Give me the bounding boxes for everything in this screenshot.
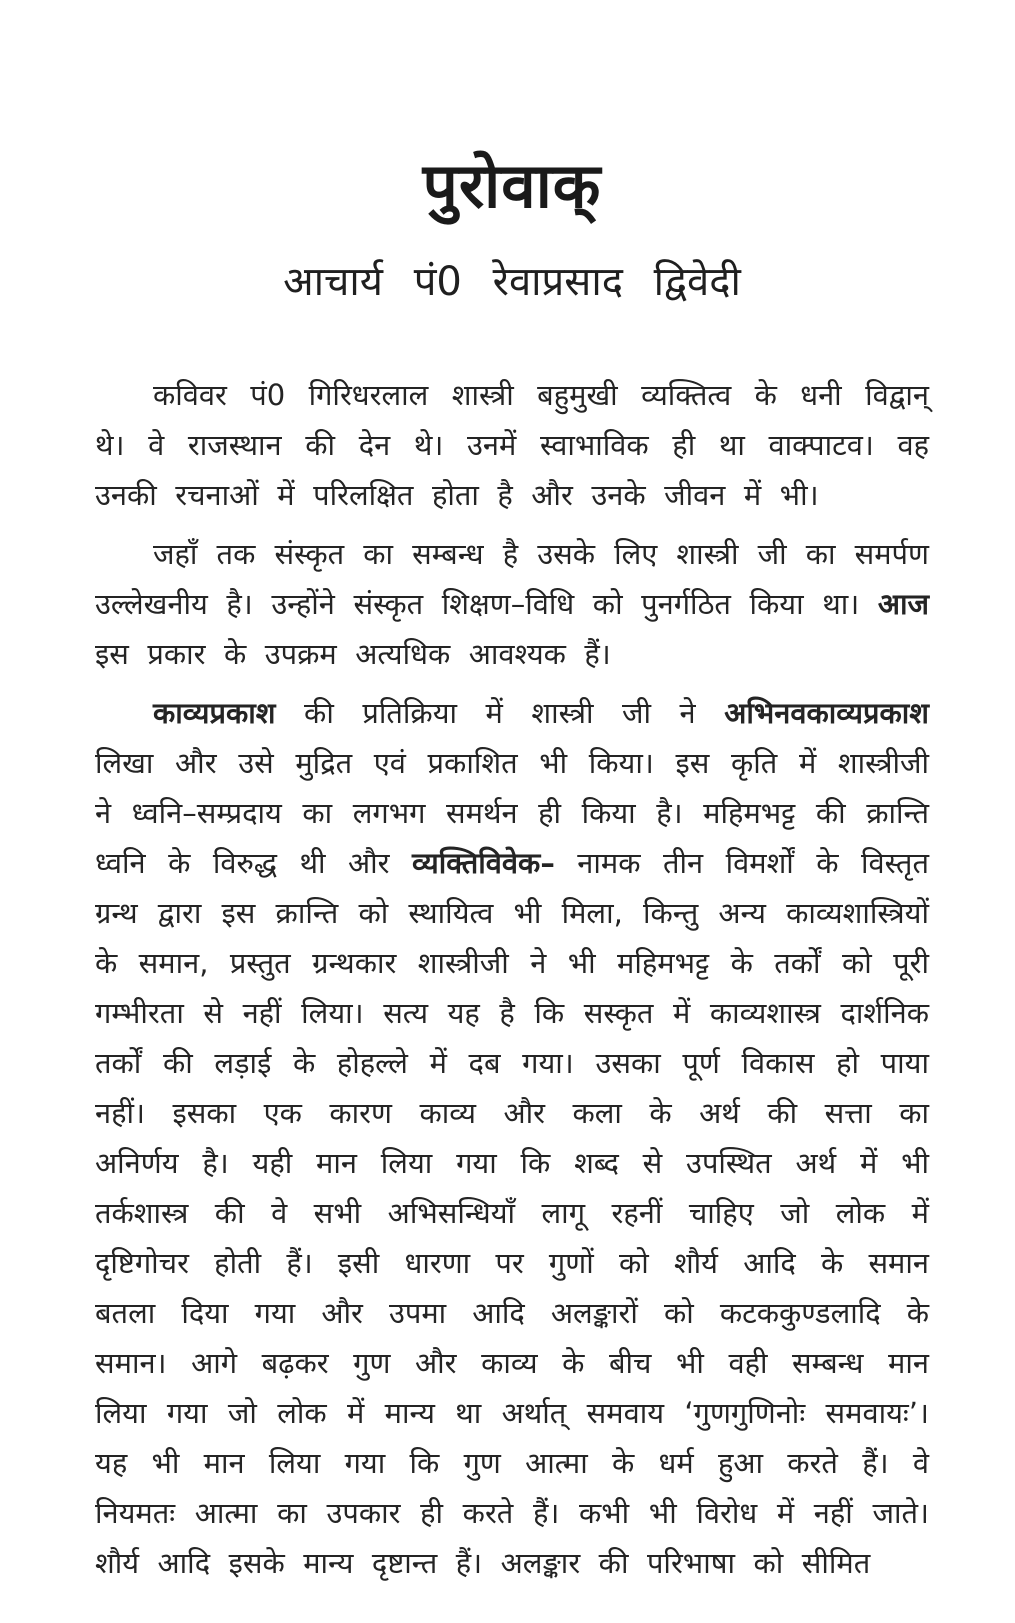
body-text — [95, 370, 929, 1588]
page-subtitle: आचार्य पं0 रेवाप्रसाद द्विवेदी — [283, 259, 741, 305]
paragraph-3: काव्यप्रकाश की प्रतिक्रिया में शास्त्री जी ने अभिनवकाव्यप्रकाश लिखा और उसे मुद्रित एवं प्रकाशित भी किया। इस कृति में शास्त्रीजी ने ध्वनि–सम्प्रदाय का लगभग समर्थन ही किया है। महिमभट्ट की क्रान्ति ध्वनि के विरुद्ध थी और व्यक्तिविवेक– नामक तीन विमर्शों के विस्तृत ग्रन्थ द्वारा इस क्रान्ति को स्थायित्व भी मिला, किन्तु अन्य काव्यशास्त्रियों के समान, प्रस्तुत ग्रन्थकार शास्त्रीजी ने भी महिमभट्ट के तर्कों को पूरी गम्भीरता से नहीं लिया। सत्य यह है कि सस्कृत में काव्यशास्त्र दार्शनिक तर्कों की लड़ाई के होहल्ले में दब गया। उसका पूर्ण विकास हो पाया नहीं। इसका एक कारण काव्य और कला के अर्थ की सत्ता का अनिर्णय है। यही मान लिया गया कि शब्द से उपस्थित अर्थ में भी तर्कशास्त्र की वे सभी अभिसन्धियाँ लागू रहनीं चाहिए जो लोक में दृष्टिगोचर होती हैं। इसी धारणा पर गुणों को शौर्य आदि के समान बतला दिया गया और उपमा आदि अलङ्कारों को कटककुण्डलादि के समान। आगे बढ़कर गुण और काव्य के बीच भी वही सम्बन्ध मान लिया गया जो लोक में मान्य था अर्थात् समवाय ‘गुणगुणिनोः समवायः’। यह भी मान लिया गया कि गुण आत्मा के धर्म हुआ करते हैं। वे नियमतः आत्मा का उपकार ही करते हैं। कभी भी विरोध में नहीं जाते। शौर्य आदि इसके मान्य दृष्टान्त हैं। अलङ्कार की परिभाषा को सीमित — [95, 696, 929, 1580]
page-title: पुरोवाक् — [422, 149, 602, 222]
paragraph-2: जहाँ तक संस्कृत का सम्बन्ध है उसके लिए शास्त्री जी का समर्पण उल्लेखनीय है। उन्होंने संस्कृत शिक्षण–विधि को पुनर्गठित किया था। आज इस प्रकार के उपक्रम अत्यधिक आवश्यक हैं। — [95, 537, 929, 671]
paragraph-1: कविवर पं0 गिरिधरलाल शास्त्री बहुमुखी व्यक्तित्व के धनी विद्वान् थे। वे राजस्थान की देन थे। उनमें स्वाभाविक ही था वाक्पाटव। वह उनकी रचनाओं में परिलक्षित होता है और उनके जीवन में भी। — [95, 378, 929, 512]
